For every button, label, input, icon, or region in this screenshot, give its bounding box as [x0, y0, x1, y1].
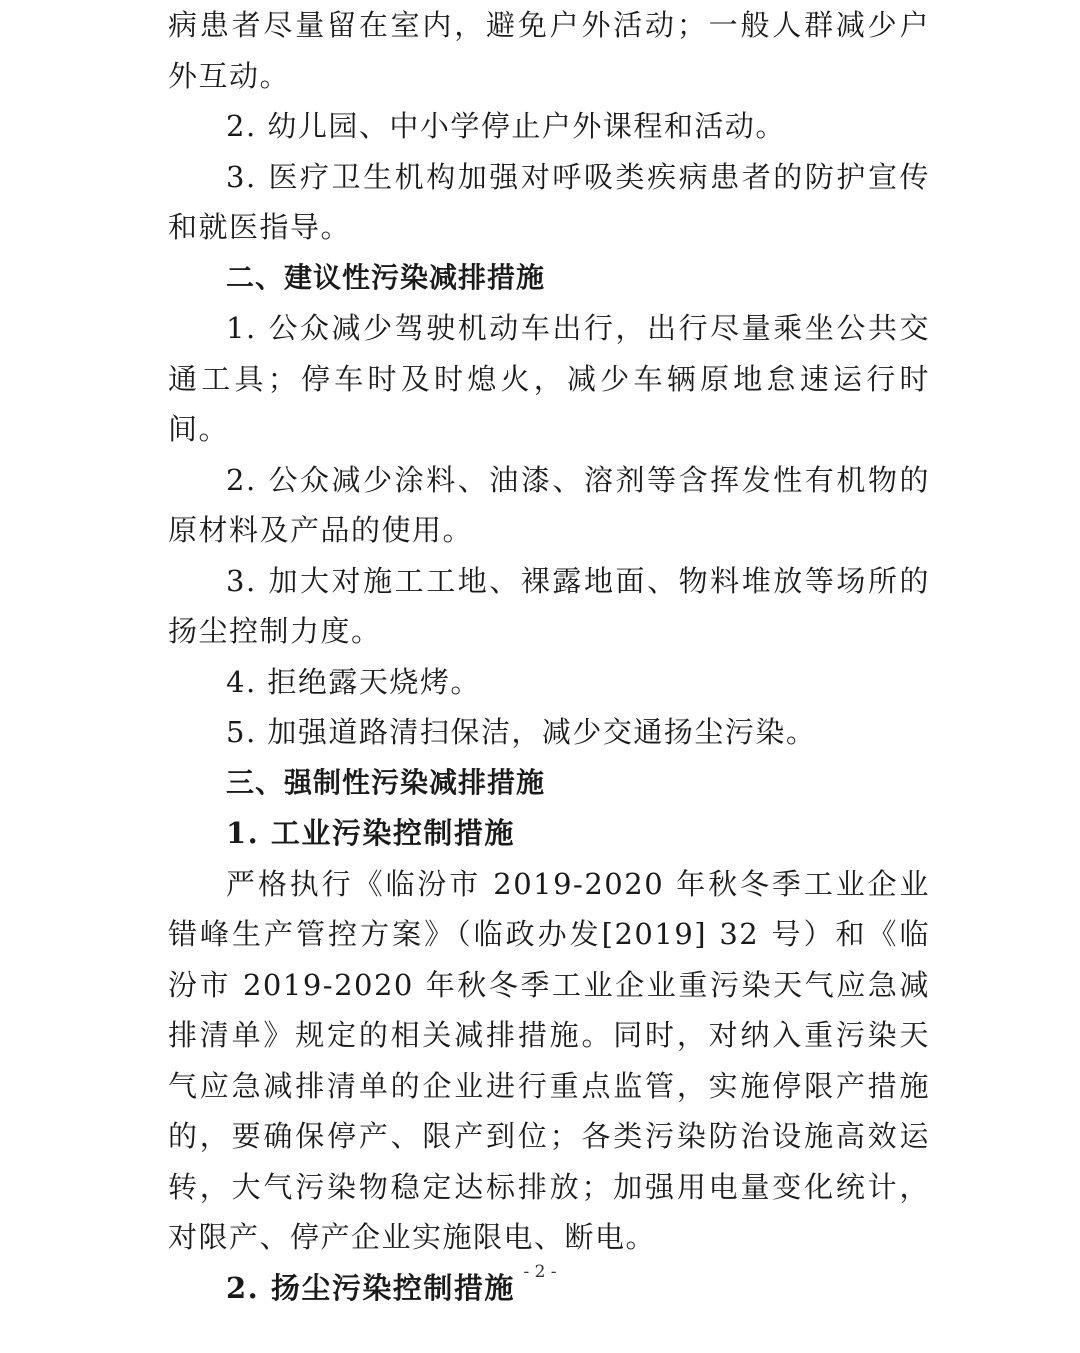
- paragraph-reduce-vocs: 2. 公众减少涂料、油漆、溶剂等含挥发性有机物的原材料及产品的使用。: [168, 462, 930, 547]
- section-heading-advisory-measures: 二、建议性污染减排措施: [226, 260, 546, 294]
- paragraph-industrial-measures: 严格执行《临汾市 2019-2020 年秋冬季工业企业错峰生产管控方案》（临政办发[2019] 32 号）和《临汾市 2019-2020 年秋冬季工业企业重污染天气应急减排清单》规定的相关减排措施。同时，对纳入重污染天气应急减排清单的企业进行重点监管，实施停限产措施的，要确保停产、限产到位；各类污染防治设施高效运转，大气污染物稳定达标排放；加强用电量变化统计，对限产、停产企业实施限电、断电。: [168, 866, 930, 1254]
- paragraph-dust-control: 3. 加大对施工工地、裸露地面、物料堆放等场所的扬尘控制力度。: [168, 563, 930, 648]
- paragraph-no-outdoor-bbq: 4. 拒绝露天烧烤。: [226, 664, 481, 699]
- page-number: - 2 -: [523, 1262, 557, 1282]
- document-body: [168, 0, 930, 1313]
- paragraph-road-cleaning: 5. 加强道路清扫保洁，减少交通扬尘污染。: [226, 715, 817, 749]
- paragraph-reduce-driving: 1. 公众减少驾驶机动车出行，出行尽量乘坐公共交通工具；停车时及时熄火，减少车辆原地怠速运行时间。: [168, 311, 930, 446]
- paragraph-kindergarten-schools: 2. 幼儿园、中小学停止户外课程和活动。: [226, 109, 786, 143]
- paragraph-health-advice-continued: 病患者尽量留在室内，避免户外活动；一般人群减少户外互动。: [168, 8, 930, 93]
- section-heading-mandatory-measures: 三、强制性污染减排措施: [226, 765, 546, 799]
- subheading-dust-pollution: 2. 扬尘污染控制措施: [226, 1270, 515, 1305]
- paragraph-medical-institutions: 3. 医疗卫生机构加强对呼吸类疾病患者的防护宣传和就医指导。: [168, 159, 930, 244]
- subheading-industrial-pollution: 1. 工业污染控制措施: [226, 816, 515, 850]
